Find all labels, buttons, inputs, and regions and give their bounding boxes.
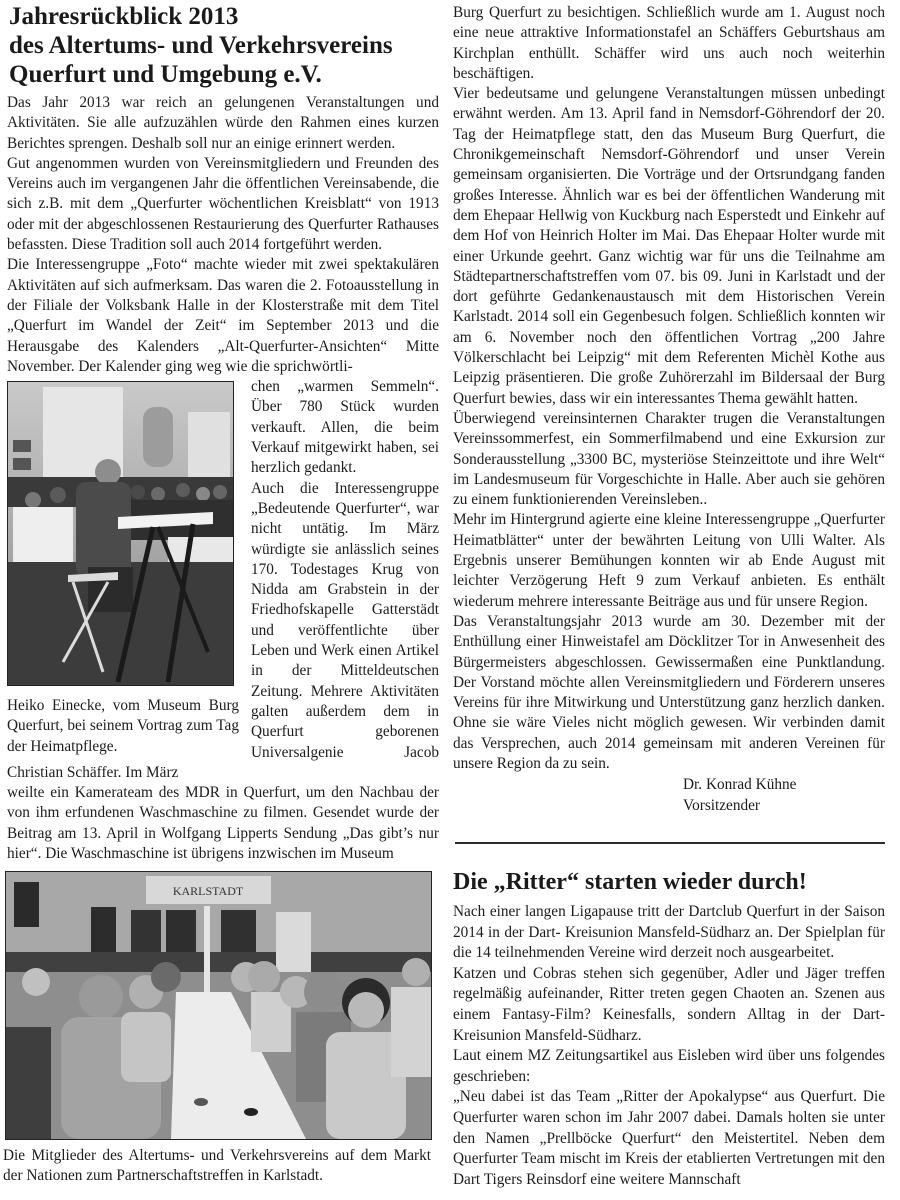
body-paragraph: Auch die Interessengruppe „Bedeutende Querfurter“, war nicht untätig. Im März würdigte sie anlässlich seines 170. Todestages Krug von Nidda am Grabstein in der Friedhofskapelle Gatterstädt und veröffentlichte über Leben und Werk einen Artikel in der Mitteldeutschen Zeitung. Mehrere Aktivitäten galten außerdem dem in Querfurt geborenen Universalgenie Jacob Christian Schäffer. Im März — [7, 479, 439, 781]
body-paragraph: Mehr im Hintergrund agierte eine kleine Interessengruppe „Querfurter Heimatblätter“ unter der bewährten Leitung von Ulli Walter. Als Ergebnis unserer Bemühungen konnten wir ab Ende August mit leichter Verzögerung Heft 9 zum Verkauf anbieten. Es enthält wiederum mehrere interessante Beiträge aus und für unsere Region. — [453, 511, 885, 610]
body-paragraph: Katzen und Cobras stehen sich gegenüber, Adler und Jäger treffen regelmäßig aufeinander, Ritter treten gegen Chaoten an. Szenen aus einem Fantasy-Film? Keinesfalls, sondern Alltag in der Dart-Kreisunion Mansfeld-Südharz. — [453, 964, 885, 1044]
body-paragraph: Die Interessengruppe „Foto“ machte wieder mit zwei spektakulären Aktivitäten auf sich aufmerksam. Das waren die 2. Fotoausstellung in der Filiale der Volksbank Halle in der Klosterstraße mit dem Titel „Querfurt im Wandel der Zeit“ im September 2013 und die Herausgabe des Kalenders „Alt-Querfurter-Ansichten“ Mitte November. Der Kalender ging weg wie die sprichwörtli- — [7, 256, 439, 375]
photo-karlstadt-group — [5, 871, 432, 1140]
headline-line: Querfurt und Umgebung e.V. — [9, 61, 322, 88]
body-paragraph: Das Veranstaltungsjahr 2013 wurde am 30. Dezember mit der Enthüllung einer Hinweistafel am Döcklitzer Tor in Anwesenheit des Bürgermeisters abgeschlossen. Gewissermaßen eine Punktlandung. Der Vorstand möchte allen Vereinsmitgliedern und Förderern unseres Vereins für ihre Mitwirkung und Unterstützung ganz herzlich danken. Ohne sie wäre Vieles nicht möglich gewesen. Wir verbinden damit das Versprechen, auch 2014 gemeinsam mit anderen Vereinen für unsere Region da zu sein. — [453, 612, 885, 772]
article2-headline: Die „Ritter“ starten wieder durch! — [453, 869, 807, 895]
body-paragraph: „Neu dabei ist das Team „Ritter der Apokalypse“ aus Querfurt. Die Querfurter waren schon im Jahr 2007 dabei. Damals holten sie unter den Namen „Prellböcke Querfurt“ den Meistertitel. Neben dem Querfurter Team mischt im Kreis der etablierten Vertretungen mit den Dart Tigers Reinsdorf eine weitere Mannschaft — [453, 1088, 885, 1188]
photo2-caption: Die Mitglieder des Altertums- und Verkehrsvereins auf dem Markt der Nationen zum Partnerschaftstreffen in Karlstadt. — [3, 1147, 431, 1185]
body-paragraph: Laut einem MZ Zeitungsartikel aus Eisleben wird über uns folgendes geschrieben: — [453, 1047, 885, 1085]
section-divider — [455, 842, 885, 844]
group-photo-illustration — [6, 872, 431, 1139]
photo-speaker-lecture — [7, 381, 234, 686]
article-headline — [9, 2, 439, 89]
continuation-paragraph: weilte ein Kamerateam des MDR in Querfurt, um den Nachbau der von ihm erfundenen Waschmaschine zu filmen. Gesendet wurde der Beitrag am 13. April in Wolfgang Lipperts Sendung „Das gibt’s nur hier“. Die Waschmaschine ist übrigens inzwischen im Museum — [7, 784, 439, 862]
left-column — [7, 0, 439, 864]
banner-lettering: KARLSTADT — [172, 884, 244, 898]
body-paragraph: Nach einer langen Ligapause tritt der Dartclub Querfurt in der Saison 2014 in der Dart- Kreisunion Mansfeld-Südharz an. Der Spielplan für die 14 teilnehmenden Vereine wird derzeit noch ausgearbeitet. — [453, 903, 885, 962]
headline-line: Jahresrückblick 2013 — [9, 3, 239, 30]
body-paragraph: Vier bedeutsame und gelungene Veranstaltungen müssen unbedingt erwähnt werden. Am 13. April fand in Nemsdorf-Göhrendorf der 20. Tag der Heimatpflege statt, den das Museum Burg Querfurt, die Chronikgemeinschaft Nemsdorf-Göhrendorf und unser Verein gemeinsam organisierten. Die Vorträge und der Ortsrundgang fanden großes Interesse. Ähnlich war es bei der öffentlichen Wanderung mit dem Ehepaar Hellwig von Kuckburg nach Esperstedt und Einkehr auf dem Hof von Heinrich Holter im Mai. Das Ehepaar Holter wurde mit einer Urkunde geehrt. Ganz wichtig war für uns die Teilnahme am Städtepartnerschaftstreffen vom 07. bis 09. Juni in Karlstadt und der dort geführte Gedankenaustausch mit dem Historischen Verein Karlstadt. 2014 soll ein Gegenbesuch folgen. Schließlich konnten wir am 6. November noch den öffentlichen Vortrag „200 Jahre Völkerschlacht bei Leipzig“ mit dem Referenten Michèl Kothe aus Leipzig präsentieren. Die große Zuhörerzahl im Bildersaal der Burg Querfurt bewies, dass wir ein interessantes Thema gewählt hatten. — [453, 85, 885, 407]
speaker-photo-illustration — [8, 382, 233, 685]
body-paragraph: Das Jahr 2013 war reich an gelungenen Veranstaltungen und Aktivitäten. Sie alle aufzuzählen würde den Rahmen eines kurzen Berichtes sprengen. Deshalb soll nur an einige erinnert werden. — [7, 94, 439, 152]
article2-body — [453, 902, 885, 1190]
right-column — [453, 3, 885, 774]
signature-block — [683, 775, 796, 816]
body-paragraph: Burg Querfurt zu besichtigen. Schließlich wurde am 1. August noch eine neue attraktive Informationstafel an Schäffers Geburtshaus am Kirchplan enthüllt. Schäffer wird uns auch noch weiterhin beschäftigen. — [453, 4, 885, 82]
headline-line: des Altertums- und Verkehrsvereins — [9, 32, 393, 59]
photo1-caption: Heiko Einecke, vom Museum Burg Querfurt, bei seinem Vortrag zum Tag der Heimatpflege. — [7, 697, 239, 755]
photo1-figure — [7, 381, 239, 757]
body-paragraph: Gut angenommen wurden von Vereinsmitgliedern und Freunden des Vereins auch im vergangenen Jahr die öffentlichen Vereinsabende, die sich z.B. mit dem „Querfurter wöchentlichen Kreisblatt“ von 1913 oder mit der abgeschlossenen Restaurierung des Querfurter Rathauses befassten. Diese Tradition soll auch 2014 fortgeführt werden. — [7, 154, 439, 254]
signature-role: Vorsitzender — [683, 796, 761, 814]
speaker-head — [95, 459, 121, 485]
signature-name: Dr. Konrad Kühne — [683, 776, 797, 793]
body-paragraph: chen „warmen Semmeln“. Über 780 Stück wurden verkauft. Allen, die beim Verkauf mitgewirkt haben, sei herzlich gedankt. — [251, 378, 439, 477]
body-paragraph: Überwiegend vereinsinternen Charakter trugen die Veranstaltungen Vereinssommerfest, ein Sommerfilmabend und eine Exkursion zur Sonderausstellung „3300 BC, mysteriöse Steinzeittote und ihre Welt“ im Landesmuseum für Vorgeschichte in Halle. Aber auch sie gehören zu einem funktionierenden Vereinsleben.. — [453, 409, 885, 509]
tablecloth — [13, 507, 73, 562]
